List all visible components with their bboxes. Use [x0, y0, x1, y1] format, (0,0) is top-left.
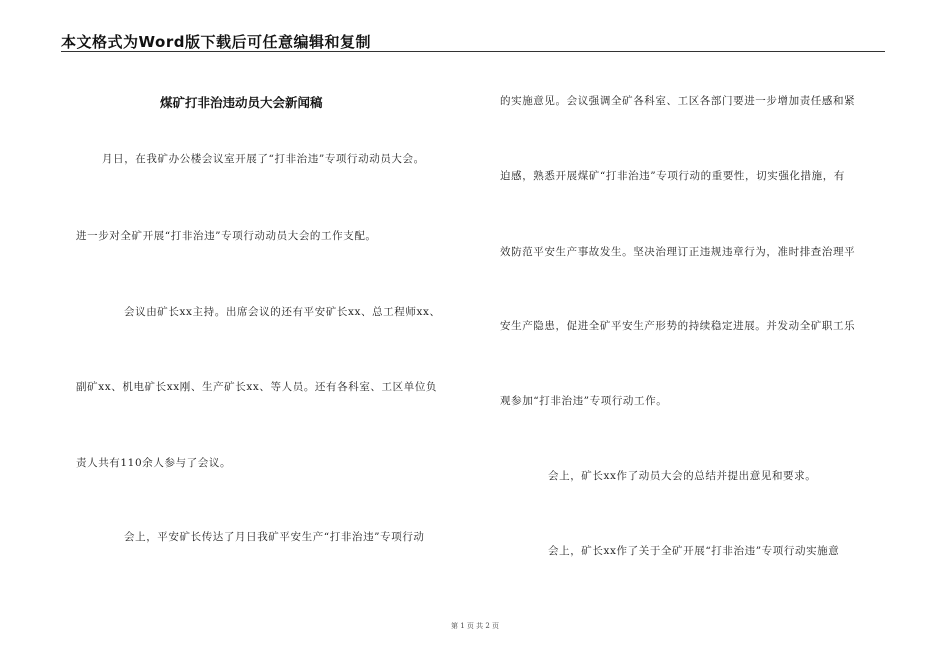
page-header: 本文格式为Word版下载后可任意编辑和复制: [61, 33, 371, 51]
right-line-7: 会上，矿长xx作了关于全矿开展“打非治违”专项行动实施意: [548, 545, 840, 557]
right-line-4: 安生产隐患，促进全矿平安生产形势的持续稳定进展。并发动全矿职工乐: [500, 320, 856, 332]
right-line-6: 会上，矿长xx作了动员大会的总结并提出意见和要求。: [548, 470, 817, 482]
left-line-1: 月日，在我矿办公楼会议室开展了“打非治违”专项行动动员大会。: [102, 153, 425, 165]
left-line-6: 会上，平安矿长传达了月日我矿平安生产“打非治违”专项行动: [124, 531, 425, 543]
left-line-2: 进一步对全矿开展“打非治违”专项行动动员大会的工作支配。: [76, 230, 377, 242]
right-line-2: 迫感，熟悉开展煤矿“打非治违”专项行动的重要性，切实强化措施，有: [500, 170, 845, 182]
page-number: 第 1 页 共 2 页: [450, 622, 500, 630]
right-line-1: 的实施意见。会议强调全矿各科室、工区各部门要进一步增加责任感和紧: [500, 95, 856, 107]
left-line-3: 会议由矿长xx主持。出席会议的还有平安矿长xx、总工程师xx、: [124, 306, 441, 318]
left-line-5: 责人共有110余人参与了会议。: [76, 457, 232, 469]
right-line-5: 观参加“打非治违”专项行动工作。: [500, 395, 668, 407]
right-line-3: 效防范平安生产事故发生。坚决治理订正违规违章行为，准时排查治理平: [500, 246, 856, 258]
left-line-4: 副矿xx、机电矿长xx刚、生产矿长xx、等人员。还有各科室、工区单位负: [76, 381, 438, 393]
document-title: 煤矿打非治违动员大会新闻稿: [160, 95, 323, 110]
header-divider: [61, 51, 885, 52]
